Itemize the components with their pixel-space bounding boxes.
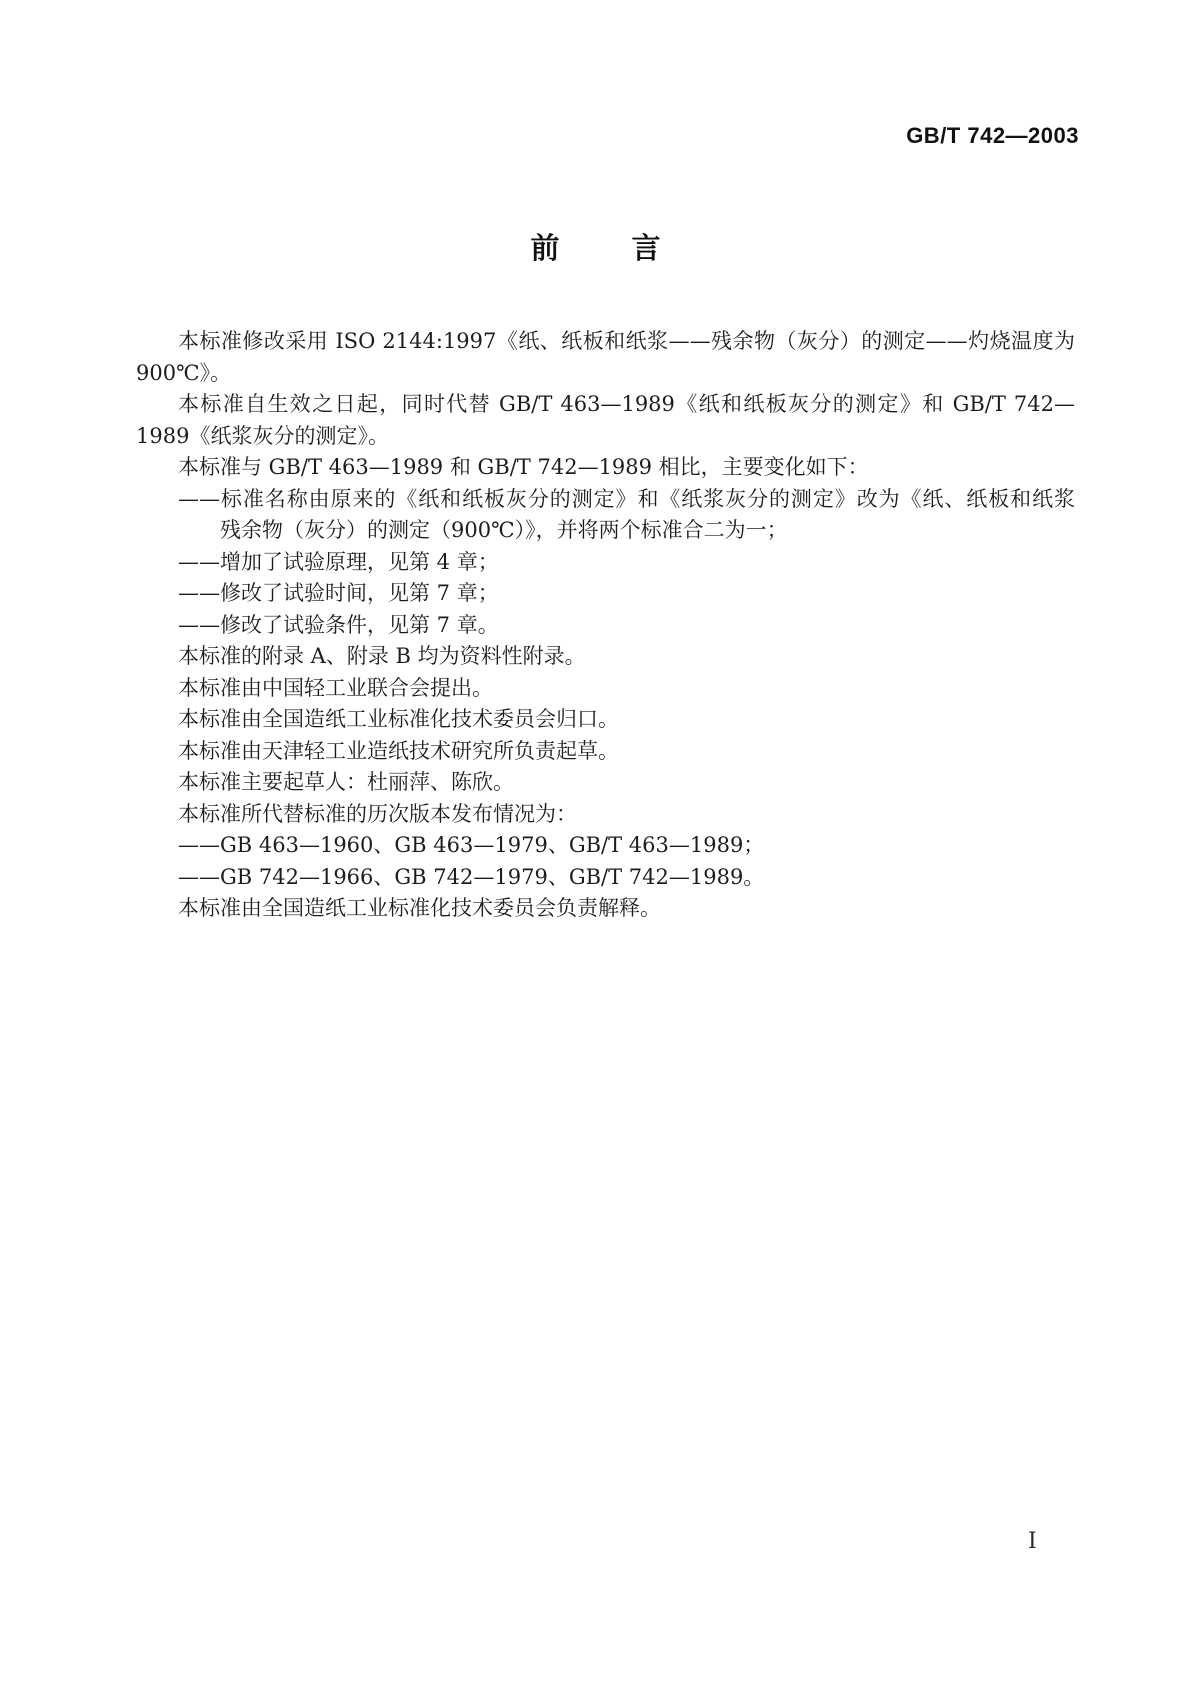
foreword-paragraph: 本标准的附录 A、附录 B 均为资料性附录。 [178,644,586,668]
foreword-paragraph: 本标准由全国造纸工业标准化技术委员会负责解释。 [178,896,661,920]
foreword-change-item: ——增加了试验原理，见第 4 章； [178,549,499,574]
title-char-first: 前 [530,233,560,265]
foreword-change-item: ——修改了试验时间，见第 7 章； [178,581,499,605]
page-number: I [1028,1529,1037,1554]
foreword-paragraph: 本标准由全国造纸工业标准化技术委员会归口。 [178,707,619,731]
foreword-paragraph: 本标准由天津轻工业造纸技术研究所负责起草。 [178,738,619,763]
page-title [0,226,1191,267]
standard-number: GB/T 742—2003 [906,123,1079,148]
foreword-change-item: ——修改了试验条件，见第 7 章。 [178,612,499,637]
title-char-second: 言 [631,233,661,265]
foreword-paragraph: 本标准所代替标准的历次版本发布情况为： [178,801,577,826]
foreword-paragraph: 本标准修改采用 ISO 2144:1997《纸、纸板和纸浆——残余物（灰分）的测定——灼烧温度为 900℃》。 [136,329,1075,385]
foreword-body [136,326,1096,925]
foreword-history-item: ——GB 742—1966、GB 742—1979、GB/T 742—1989。 [178,864,765,889]
foreword-paragraph: 本标准由中国轻工业联合会提出。 [178,675,493,700]
foreword-paragraph: 本标准自生效之日起，同时代替 GB/T 463—1989《纸和纸板灰分的测定》和 GB/T 742—1989《纸浆灰分的测定》。 [136,392,1075,448]
foreword-change-item: ——标准名称由原来的《纸和纸板灰分的测定》和《纸浆灰分的测定》改为《纸、纸板和纸浆 残余物（灰分）的测定（900℃）》，并将两个标准合二为一； [178,486,1096,542]
foreword-paragraph: 本标准与 GB/T 463—1989 和 GB/T 742—1989 相比，主要变化如下： [178,455,869,479]
foreword-paragraph: 本标准主要起草人：杜丽萍、陈欣。 [178,770,514,794]
foreword-history-item: ——GB 463—1960、GB 463—1979、GB/T 463—1989； [178,833,765,857]
